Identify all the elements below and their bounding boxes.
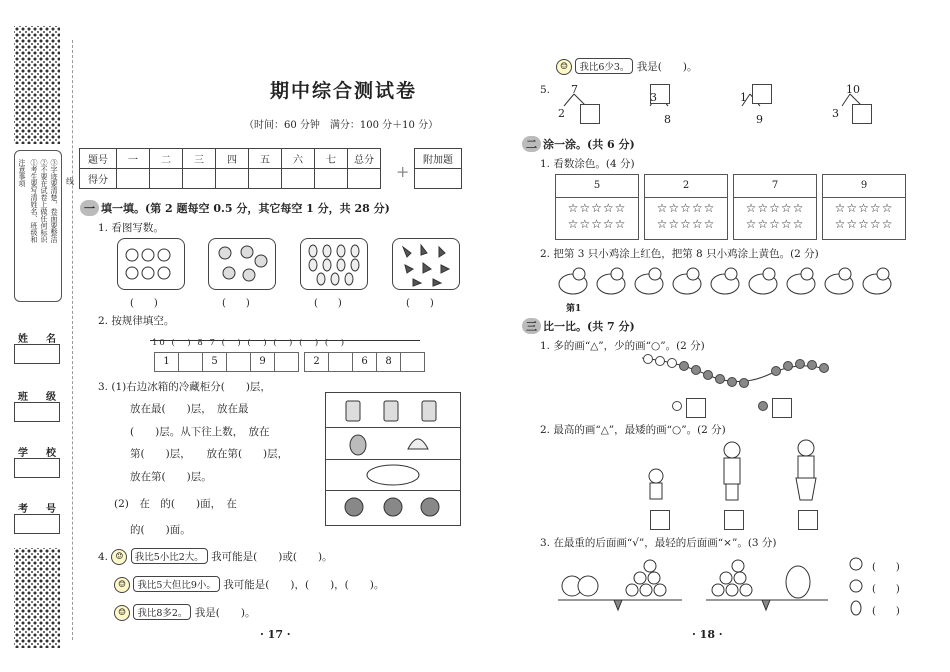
score-cell[interactable] (183, 169, 216, 189)
section-3-number: 三 (522, 318, 541, 334)
extra-score-cell[interactable] (415, 169, 462, 189)
section-1-title: 填一填。(第 2 题每空 0.5 分，其它每空 1 分，共 28 分) (101, 202, 390, 215)
class-field[interactable] (14, 402, 60, 422)
exam-id-field[interactable] (14, 514, 60, 534)
smiley-icon: ☺ (111, 549, 127, 565)
fridge-items-icon (326, 393, 460, 525)
section-2-number: 二 (522, 136, 541, 152)
score-cell[interactable] (348, 169, 381, 189)
star-icons: ☆☆☆☆☆ ☆☆☆☆☆ (567, 201, 627, 231)
star-box-number: 7 (734, 175, 816, 198)
tree-1-top: 7 (571, 83, 578, 96)
ball-icon (209, 239, 275, 289)
star-icons: ☆☆☆☆☆ ☆☆☆☆☆ (656, 201, 716, 231)
hollow-bead-icon (672, 401, 682, 411)
number-line-labels: 10 ( ) 8 7 ( ) ( ) ( ) ( ) ( ) (152, 338, 347, 348)
section-1-header (80, 200, 390, 216)
score-cell[interactable] (150, 169, 183, 189)
score-header: 三 (183, 149, 216, 169)
smiley-icon: ☺ (556, 59, 572, 75)
tomatoes-picture (117, 238, 185, 290)
notice-line-3: ③字迹要清楚，卷面要整洁 (50, 159, 58, 243)
filled-bead-answer-box[interactable] (772, 398, 792, 418)
question-1-3-line: (2) 在 的( )面， 在 (114, 498, 237, 510)
question-1-4-line-3 (114, 604, 255, 621)
number-bond-trees (550, 80, 890, 130)
chick-icon[interactable] (555, 262, 905, 300)
question-text: 我是( )。 (636, 61, 698, 73)
sequence-cell[interactable] (178, 352, 203, 372)
tree-4-top: 10 (846, 83, 860, 96)
score-header: 总分 (348, 149, 381, 169)
tree-4-answer-box[interactable] (852, 104, 872, 124)
section-2-header (522, 136, 635, 152)
sequence-cell[interactable] (274, 352, 299, 372)
tree-2-right: 8 (664, 113, 671, 126)
smiley-icon: ☺ (114, 577, 130, 593)
extra-score-table (414, 148, 462, 189)
hollow-bead-answer-box[interactable] (686, 398, 706, 418)
section-1-number: 一 (80, 200, 99, 216)
school-field[interactable] (14, 458, 60, 478)
score-header: 题号 (80, 149, 117, 169)
score-cell[interactable] (249, 169, 282, 189)
answer-blank[interactable]: ( ) (130, 298, 158, 309)
field-label-name: 姓 名 (18, 334, 60, 345)
page-number-left: · 17 · (260, 628, 291, 641)
question-1-4-line-2 (114, 576, 384, 593)
answer-blank[interactable]: ( ) (222, 298, 250, 309)
score-header: 四 (216, 149, 249, 169)
answer-blank[interactable]: ( ) (872, 584, 900, 595)
kids-icon (640, 436, 830, 508)
extra-header: 附加题 (415, 149, 462, 169)
page-subtitle: （时间：60 分钟 满分：100 分＋10 分） (244, 120, 439, 131)
answer-blank[interactable]: ( ) (872, 562, 900, 573)
notice-line-2: ②不要在试卷上做任何标识 (40, 159, 48, 243)
sequence-cell[interactable]: 8 (376, 352, 401, 372)
name-field[interactable] (14, 344, 60, 364)
section-3-title: 比一比。(共 7 分) (543, 320, 635, 333)
star-box-number: 5 (556, 175, 638, 198)
field-label-class: 班 级 (18, 392, 60, 403)
page-number-right: · 18 · (692, 628, 723, 641)
score-header: 一 (117, 149, 150, 169)
filled-bead-icon (758, 401, 768, 411)
speech-bubble: 我比5大但比9小。 (133, 576, 220, 592)
score-cell[interactable] (117, 169, 150, 189)
notice-line-1: ①考生要写清姓名、班级和 (30, 159, 38, 243)
tree-2-left: 3 (650, 91, 657, 104)
sequence-cell[interactable]: 6 (352, 352, 377, 372)
score-header: 七 (315, 149, 348, 169)
question-1-2: 2. 按规律填空。 (98, 315, 175, 327)
star-box-number: 9 (823, 175, 905, 198)
question-2-1: 1. 看数涂色。(4 分) (540, 158, 635, 170)
star-box[interactable] (822, 174, 906, 240)
question-text: 我是( )。 (194, 607, 256, 619)
shuttlecock-icon (393, 239, 459, 289)
question-1-1: 1. 看图写数。 (98, 222, 164, 234)
fruit-icons (848, 556, 864, 616)
question-text: 我可能是( )，( )，( )。 (223, 579, 385, 591)
score-header: 二 (150, 149, 183, 169)
smiley-icon: ☺ (114, 605, 130, 621)
sequence-cell[interactable]: 5 (202, 352, 227, 372)
question-3-3: 3. 在最重的后面画“√”，最轻的后面画“×”。(3 分) (540, 537, 777, 549)
section-3-header (522, 318, 635, 334)
cut-line (72, 40, 73, 640)
question-prefix: 4. (98, 551, 109, 563)
shuttlecocks-picture (392, 238, 460, 290)
tree-1-left: 2 (558, 107, 565, 120)
field-label-id: 考 号 (18, 504, 60, 515)
sequence-cells-b (305, 352, 425, 372)
answer-blank[interactable]: ( ) (406, 298, 434, 309)
first-chick-label: 第1 (566, 304, 582, 314)
notice-box (14, 150, 62, 302)
pear-icon (301, 239, 367, 289)
score-cell[interactable] (282, 169, 315, 189)
star-icons: ☆☆☆☆☆ ☆☆☆☆☆ (745, 201, 805, 231)
question-1-3-line: 第( )层， 放在第( )层， (130, 448, 289, 460)
tree-1-answer-box[interactable] (580, 104, 600, 124)
score-header: 五 (249, 149, 282, 169)
star-box[interactable] (555, 174, 639, 240)
sequence-cell[interactable]: 9 (250, 352, 275, 372)
star-box[interactable] (644, 174, 728, 240)
tree-4-left: 3 (832, 107, 839, 120)
field-label-school: 学 校 (18, 448, 60, 459)
question-1-3-line: 的( )面。 (130, 524, 191, 536)
question-2-2: 2. 把第 3 只小鸡涂上红色，把第 8 只小鸡涂上黄色。(2 分) (540, 248, 819, 260)
answer-blank[interactable]: ( ) (872, 606, 900, 617)
plus-icon: + (396, 162, 410, 181)
answer-blank[interactable]: ( ) (314, 298, 342, 309)
score-table (79, 148, 381, 189)
question-1-4-line-1 (98, 548, 333, 565)
middle-kid-answer-box[interactable] (724, 510, 744, 530)
short-kid-answer-box[interactable] (650, 510, 670, 530)
balance-scales-icon (558, 552, 838, 614)
star-box[interactable] (733, 174, 817, 240)
decorative-pattern-top (14, 26, 60, 144)
score-cell[interactable] (216, 169, 249, 189)
notice-title: 注意事项 (18, 159, 26, 187)
beads-icon (640, 352, 830, 388)
sequence-cell[interactable]: 2 (304, 352, 329, 372)
question-1-3-line: 放在最( )层， 放在最 (130, 403, 249, 415)
sequence-cell[interactable] (226, 352, 251, 372)
tree-3-answer-box[interactable] (752, 84, 772, 104)
fridge-picture (325, 392, 461, 526)
speech-bubble: 我比5小比2大。 (131, 548, 208, 564)
sequence-cells-a (155, 352, 299, 372)
speech-bubble: 我比8多2。 (133, 604, 191, 620)
sequence-cell[interactable] (328, 352, 353, 372)
star-icons: ☆☆☆☆☆ ☆☆☆☆☆ (834, 201, 894, 231)
question-3-1: 1. 多的画“△”，少的画“○”。(2 分) (540, 340, 705, 352)
question-text: 我可能是( )或( )。 (211, 551, 333, 563)
top-question-line (556, 58, 697, 75)
question-3-2: 2. 最高的画“△”，最矮的画“○”。(2 分) (540, 424, 726, 436)
speech-bubble: 我比6少3。 (575, 58, 633, 74)
question-5-label: 5. (540, 84, 551, 96)
section-2-title: 涂一涂。(共 6 分) (543, 138, 635, 151)
question-1-3-line: 3. (1)右边冰箱的冷藏柜分( )层， (98, 381, 271, 393)
sequence-cell[interactable] (400, 352, 425, 372)
page-title: 期中综合测试卷 (270, 80, 418, 102)
pears-picture (300, 238, 368, 290)
sequence-cell[interactable]: 1 (154, 352, 179, 372)
score-row-label: 得分 (80, 169, 117, 189)
question-1-3-line: ( )层。从下往上数， 放在 (130, 426, 270, 438)
cut-mark: 线 (66, 177, 74, 186)
star-box-number: 2 (645, 175, 727, 198)
number-line (150, 340, 420, 341)
decorative-pattern-bottom (14, 548, 60, 648)
score-cell[interactable] (315, 169, 348, 189)
tomato-icon (118, 239, 184, 289)
tall-kid-answer-box[interactable] (798, 510, 818, 530)
tree-3-right: 9 (756, 113, 763, 126)
score-header: 六 (282, 149, 315, 169)
question-1-3-line: 放在第( )层。 (130, 471, 212, 483)
tree-3-left: 1 (740, 91, 747, 104)
balls-picture (208, 238, 276, 290)
